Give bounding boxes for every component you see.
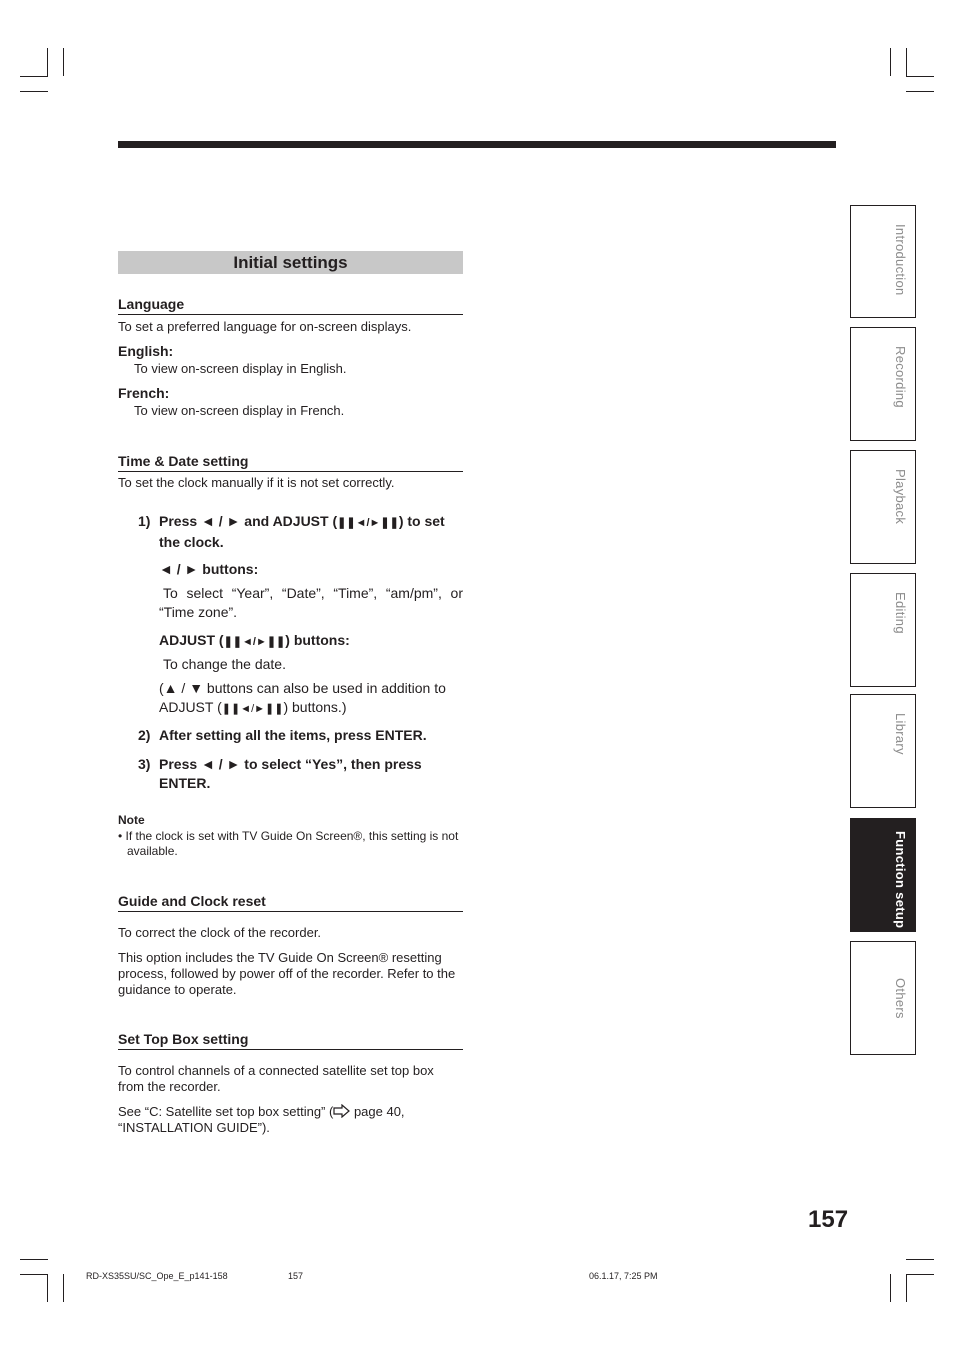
header-rule	[118, 141, 836, 148]
language-heading: Language	[118, 296, 463, 315]
tab-recording[interactable]	[850, 327, 916, 441]
step-1-text-b: ) to set the clock.	[159, 513, 445, 550]
crop-mark	[20, 91, 48, 92]
page-reference-arrow-icon	[333, 1104, 350, 1118]
updown-text-a: (▲ / ▼ buttons can also be used in addition to ADJUST (	[159, 680, 446, 715]
tab-label: Recording	[893, 346, 908, 408]
tab-label: Editing	[893, 592, 908, 634]
tab-introduction[interactable]	[850, 205, 916, 318]
tab-playback[interactable]	[850, 450, 916, 564]
step-3-number: 3)	[138, 756, 151, 772]
step-2	[138, 726, 463, 745]
tab-label: Others	[893, 978, 908, 1019]
crop-mark	[906, 48, 907, 76]
adjust-label-b: ) buttons:	[285, 632, 350, 648]
tab-label: Function setup	[893, 831, 908, 929]
step-1-text-a: Press ◄ / ► and ADJUST (	[159, 513, 338, 529]
step-3-text: Press ◄ / ► to select “Yes”, then press ENTER.	[159, 756, 422, 791]
crop-mark	[890, 1274, 891, 1302]
crop-mark	[63, 1274, 64, 1302]
adjust-buttons-label	[159, 631, 463, 652]
crop-mark	[47, 1274, 48, 1302]
crop-mark	[906, 76, 934, 77]
lr-buttons-desc: To select “Year”, “Date”, “Time”, “am/pm”, or “Time zone”.	[159, 585, 463, 620]
guide-reset-heading: Guide and Clock reset	[118, 893, 463, 912]
stb-p2-b: page 40, “INSTALLATION GUIDE”).	[118, 1104, 405, 1135]
stb-p1: To control channels of a connected satellite set top box from the recorder.	[118, 1063, 434, 1094]
crop-mark	[890, 48, 891, 76]
note-heading: Note	[118, 813, 145, 827]
updown-text-b: ) buttons.)	[283, 699, 347, 715]
footer-date: 06.1.17, 7:25 PM	[589, 1271, 658, 1281]
lr-buttons-label: ◄ / ► buttons:	[159, 561, 259, 577]
adjust-icon: ❚❚◄/►❚❚	[223, 636, 286, 648]
tab-label: Playback	[893, 469, 908, 525]
crop-mark	[63, 48, 64, 76]
tab-others[interactable]	[850, 941, 916, 1055]
time-date-heading: Time & Date setting	[118, 453, 463, 472]
tab-editing[interactable]	[850, 573, 916, 687]
time-date-intro: To set the clock manually if it is not set correctly.	[118, 475, 395, 490]
step-2-text: After setting all the items, press ENTER.	[159, 727, 427, 743]
tab-label: Introduction	[893, 224, 908, 296]
step-2-number: 2)	[138, 727, 151, 743]
tab-library[interactable]	[850, 694, 916, 808]
adjust-icon: ❚❚◄/►❚❚	[337, 517, 399, 529]
stb-p2	[118, 1104, 463, 1136]
tab-label: Library	[893, 713, 908, 755]
footer-page: 157	[288, 1271, 304, 1281]
step-1-number: 1)	[138, 513, 151, 529]
guide-reset-p1: To correct the clock of the recorder.	[118, 925, 322, 940]
step-1	[138, 512, 463, 552]
crop-mark	[20, 1274, 48, 1275]
guide-reset-p2: This option includes the TV Guide On Screen® resetting process, followed by power off of the recorder. Refer to the guidance to operate.	[118, 950, 456, 997]
step-3	[138, 755, 463, 793]
crop-mark	[906, 1274, 907, 1302]
crop-mark	[906, 1259, 934, 1260]
adjust-label-a: ADJUST (	[159, 632, 224, 648]
english-label: English:	[118, 343, 174, 359]
stb-heading: Set Top Box setting	[118, 1031, 463, 1050]
page-number: 157	[808, 1206, 849, 1233]
crop-mark	[906, 91, 934, 92]
crop-mark	[47, 48, 48, 76]
section-title: Initial settings	[118, 251, 463, 274]
french-desc: To view on-screen display in French.	[134, 403, 345, 418]
french-label: French:	[118, 385, 170, 401]
note-text: • If the clock is set with TV Guide On Screen®, this setting is not available.	[118, 829, 459, 858]
language-intro: To set a preferred language for on-screen displays.	[118, 319, 412, 334]
english-desc: To view on-screen display in English.	[134, 361, 347, 376]
adjust-buttons-desc: To change the date.	[163, 656, 286, 672]
crop-mark	[906, 1274, 934, 1275]
stb-p2-a: See “C: Satellite set top box setting” (	[118, 1104, 334, 1119]
footer-file: RD-XS35SU/SC_Ope_E_p141-158	[86, 1271, 228, 1281]
crop-mark	[20, 76, 48, 77]
adjust-icon: ❚❚◄/►❚❚	[221, 703, 284, 715]
crop-mark	[20, 1259, 48, 1260]
tab-function-setup[interactable]	[850, 818, 916, 932]
updown-note	[159, 679, 463, 719]
